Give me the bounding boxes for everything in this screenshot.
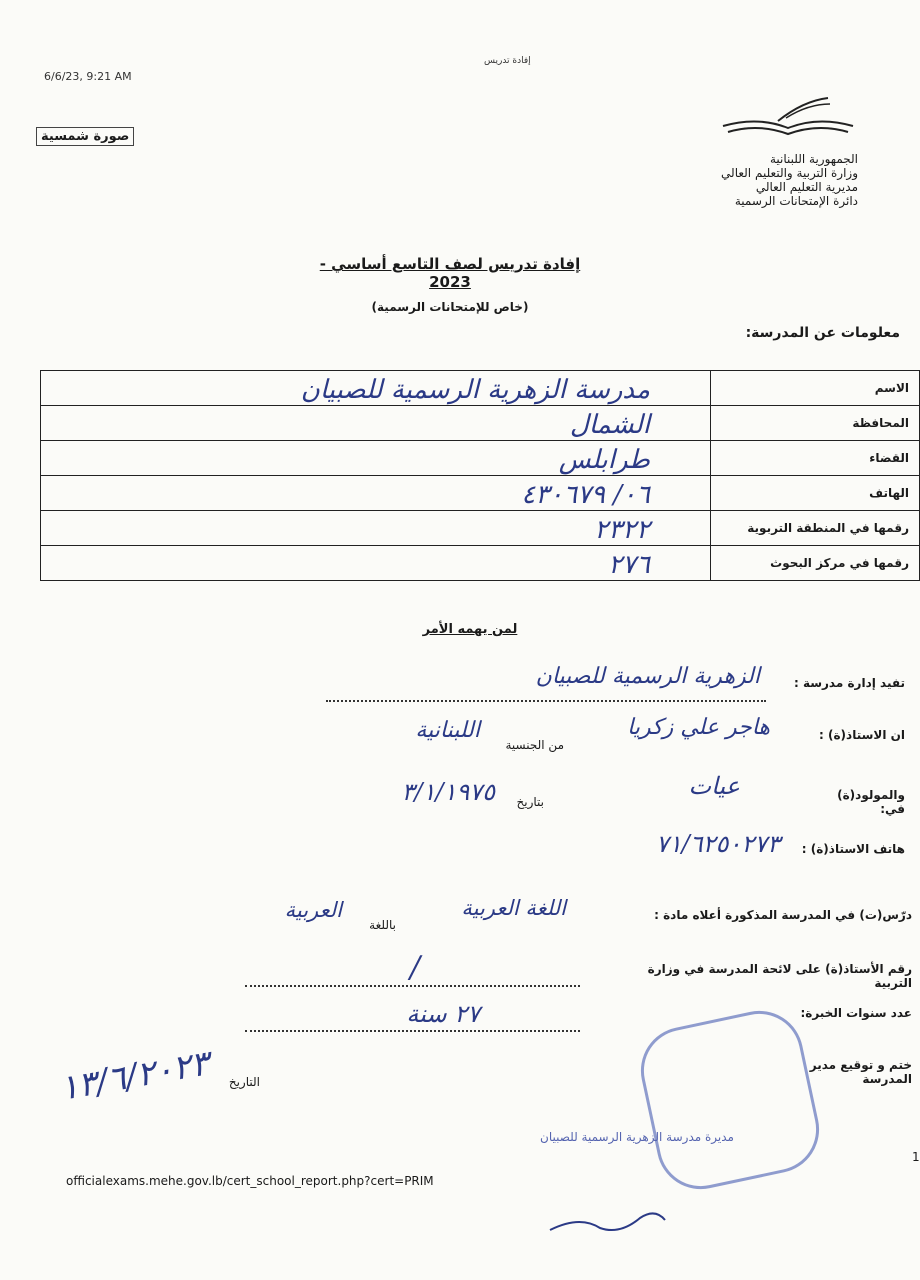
teacher-phone-value: ٧١/٦٢٥٠٢٧٣ — [655, 830, 780, 858]
ministry-number-label: رقم الأستاذ(ة) على لائحة المدرسة في وزارة التربية — [647, 962, 912, 990]
stamp-text: مديرة مدرسة الزهرية الرسمية للصبيان — [540, 1130, 734, 1144]
district-label: القضاء — [711, 441, 920, 476]
ministry-header — [690, 152, 858, 208]
born-label: والمولود(ة) في: — [837, 788, 905, 816]
school-stamp — [633, 1003, 828, 1198]
table-row — [41, 441, 920, 476]
governorate-label: المحافظة — [711, 406, 920, 441]
table-row — [41, 371, 920, 406]
born-value: عيات — [688, 772, 740, 800]
district-value: طرابلس — [558, 445, 650, 475]
date2-value: ١٣/٦/٢٠٢٣ — [56, 1043, 213, 1109]
phone-value: ٠٦/ ٤٣٠٦٧٩ — [521, 480, 650, 510]
print-datetime: 6/6/23, 9:21 AM — [44, 70, 132, 83]
table-row — [41, 406, 920, 441]
teacher-value: هاجر علي زكريا — [627, 715, 770, 740]
ministry-line-2: وزارة التربية والتعليم العالي — [721, 166, 858, 180]
document-subtitle: (خاص للإمتحانات الرسمية) — [371, 300, 529, 314]
page-url: officialexams.mehe.gov.lb/cert_school_report.php?cert=PRIM — [66, 1174, 434, 1188]
date-value: ٣/١/١٩٧٥ — [401, 778, 495, 806]
print-page-title: إفادة تدريس — [484, 56, 531, 66]
photo-placeholder: صورة شمسية — [36, 127, 134, 146]
school-name-value: مدرسة الزهرية الرسمية للصبيان — [300, 375, 650, 405]
experience-label: عدد سنوات الخبرة: — [800, 1006, 912, 1020]
date-label: بتاريخ — [516, 795, 544, 809]
region-number-label: رقمها في المنطقة التربوية — [711, 511, 920, 546]
research-number-value: ٢٧٦ — [608, 550, 650, 580]
teacher-phone-label: هاتف الاستاذ(ة) : — [801, 842, 905, 856]
ministry-logo-icon — [718, 96, 858, 146]
school-name-label: الاسم — [711, 371, 920, 406]
signature-icon — [540, 1190, 680, 1240]
ministry-line-3: مديرية التعليم العالي — [755, 180, 858, 194]
table-row — [41, 476, 920, 511]
governorate-value: الشمال — [569, 410, 650, 440]
ministry-line-1: الجمهورية اللبنانية — [769, 152, 858, 166]
nationality-label: من الجنسية — [505, 738, 564, 752]
signature-label: ختم و توقيع مدير المدرسة — [809, 1058, 912, 1086]
subject-label: درّس(ت) في المدرسة المذكورة أعلاه مادة : — [654, 908, 912, 922]
school-info-table — [40, 370, 920, 581]
ministry-number-value: / — [410, 950, 421, 985]
teacher-label: ان الاستاذ(ة) : — [819, 728, 905, 742]
school-admin-label: تفيد إدارة مدرسة : — [793, 676, 905, 690]
language-value: العربية — [284, 898, 342, 922]
school-admin-value: الزهرية الرسمية للصبيان — [535, 664, 760, 689]
subject-value: اللغة العربية — [461, 896, 566, 920]
page-number: 1 — [912, 1150, 920, 1164]
table-row — [41, 546, 920, 581]
experience-value: ٢٧ سنة — [406, 1000, 480, 1028]
date2-label: التاريخ — [228, 1075, 260, 1089]
ministry-line-4: دائرة الإمتحانات الرسمية — [734, 194, 858, 208]
language-label: باللغة — [369, 918, 396, 932]
table-row — [41, 511, 920, 546]
region-number-value: ٢٣٢٢ — [594, 515, 650, 545]
phone-label: الهاتف — [711, 476, 920, 511]
school-info-heading: معلومات عن المدرسة: — [745, 325, 900, 341]
research-number-label: رقمها في مركز البحوث — [711, 546, 920, 581]
nationality-value: اللبنانية — [415, 718, 480, 743]
document-title: إفادة تدريس لصف التاسع أساسي - 2023 — [319, 255, 581, 291]
to-whom-heading: لمن يهمه الأمر — [422, 622, 518, 637]
